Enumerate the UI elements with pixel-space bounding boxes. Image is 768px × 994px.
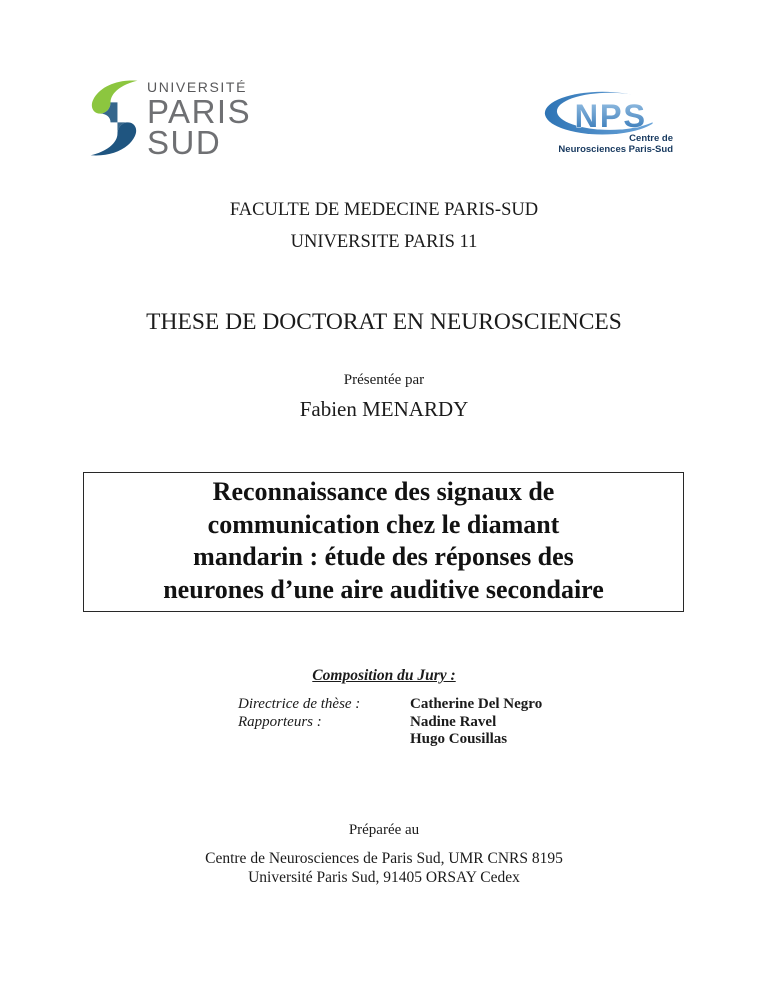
presented-by-label: Présentée par [343,372,425,388]
jury-row [238,696,542,714]
logo-sud-label: SUD [147,124,222,161]
jury-heading: Composition du Jury : [312,667,456,684]
thesis-title-line: mandarin : étude des réponses des [193,542,574,571]
jury-row [238,731,542,749]
university-line: UNIVERSITE PARIS 11 [290,232,478,252]
logo-universite-label: UNIVERSITÉ [147,79,248,95]
paris-sud-s-icon [88,74,140,162]
nps-logo [543,90,673,155]
thesis-title-line: communication chez le diamant [207,509,560,539]
paris-sud-logo-text [147,74,251,162]
jury-role: Directrice de thèse : [238,696,361,712]
prepared-at-label: Préparée au [348,822,420,838]
nps-caption [543,134,673,155]
nps-caption-line1: Centre de [629,133,673,144]
thesis-title-line: Reconnaissance des signaux de [212,477,555,506]
degree-title: THESE DE DOCTORAT EN NEUROSCIENCES [146,309,622,335]
jury-table [238,696,542,749]
lab-address-line1: Centre de Neurosciences de Paris Sud, UMR CNRS 8195 [205,850,563,867]
jury-role [238,731,410,749]
thesis-title-line: neurones d’une aire auditive secondaire [163,574,604,604]
universite-paris-sud-logo [88,74,251,162]
nps-acronym: NPS [574,98,647,135]
logo-paris-label: PARIS [147,93,252,130]
jury-role: Rapporteurs : [238,713,322,730]
author-name: Fabien MENARDY [299,397,469,421]
jury-member-name: Catherine Del Negro [410,696,543,712]
jury-member-name: Hugo Cousillas [410,731,508,747]
lab-address-line2: Université Paris Sud, 91405 ORSAY Cedex [248,869,520,886]
jury-member-name: Nadine Ravel [410,713,497,730]
thesis-title-box [83,472,684,612]
faculty-line: FACULTE DE MEDECINE PARIS-SUD [229,200,539,220]
nps-caption-line2: Neurosciences Paris-Sud [558,143,673,155]
jury-row [238,714,542,732]
